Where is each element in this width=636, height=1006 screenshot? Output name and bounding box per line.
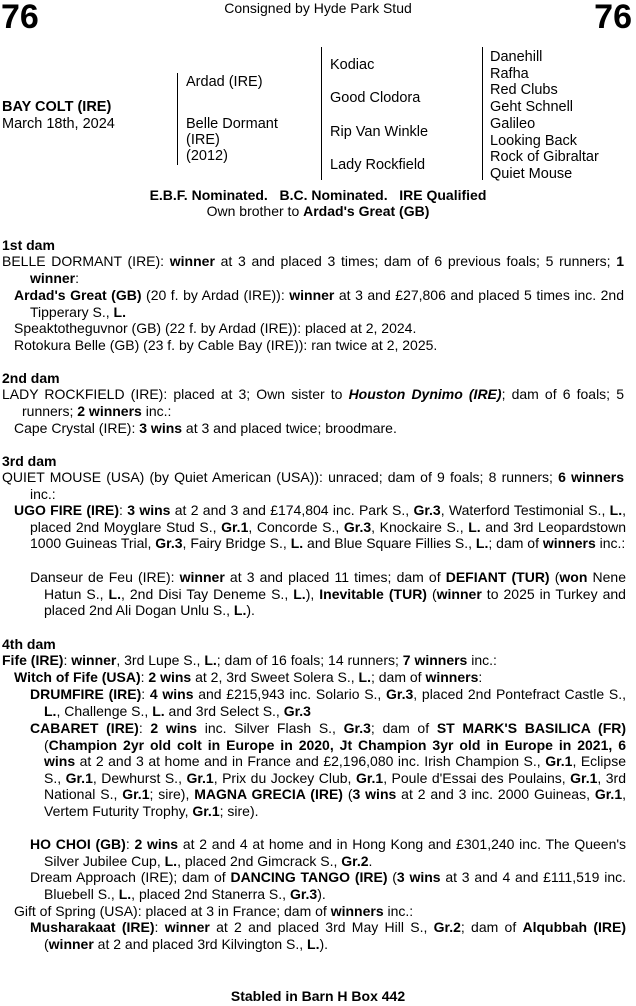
text-run: at 2 and 3 and £174,804 inc. Park S., xyxy=(170,502,414,518)
pedigree-line-2 xyxy=(321,47,322,180)
text-run: L. xyxy=(307,935,320,952)
text-run: L. xyxy=(44,702,57,719)
third-dam-produce-2 xyxy=(30,569,626,619)
pedigree-gen4-item: Red Clubs xyxy=(490,82,558,99)
text-run: inc.: xyxy=(595,535,626,551)
pedigree-line-1 xyxy=(177,73,178,165)
text-run: at 2 and 3 at home and in France and £2,196,080 inc. Irish Champion S., xyxy=(75,753,546,769)
text-run: Gr.3 xyxy=(386,686,414,702)
third-dam-summary xyxy=(2,469,624,502)
text-run: , placed 2nd Stanerra S., xyxy=(131,885,290,902)
text-run: Speaktotheguvnor (GB) (22 f. by Ardad (IRE)): placed at 2, 2024. xyxy=(14,320,417,336)
fourth-dam-produce-4 xyxy=(30,836,626,869)
text-run: at 3 and £27,806 and placed 5 times inc. 2nd Tipperary S., xyxy=(30,287,625,320)
text-run: inc.: xyxy=(383,903,414,919)
text-run: to 2025 in Turkey and placed 2nd Ali Dogan Unlu S., xyxy=(44,585,626,618)
text-run: ). xyxy=(317,885,326,902)
text-run: L. xyxy=(113,303,126,320)
lot-number-right: 76 xyxy=(594,0,632,36)
text-run: at 2, 3rd Sweet Solera S., xyxy=(191,669,359,685)
text-run: winners xyxy=(425,669,479,685)
text-run: and Blue Square Fillies S., xyxy=(303,535,476,551)
text-run: : xyxy=(141,686,150,702)
text-run: , Prix du Jockey Club, xyxy=(213,769,356,786)
text-run: MAGNA GRECIA (IRE) xyxy=(194,786,343,802)
text-run: , Challenge S., xyxy=(56,702,153,719)
text-run: ( xyxy=(44,935,49,952)
text-run: ( xyxy=(44,736,49,753)
text-run: winner xyxy=(179,569,225,585)
text-run: and 3rd Leopardstown 1000 Guineas Trial, xyxy=(30,518,626,551)
pedigree-sire-dam: Good Clodora xyxy=(330,90,421,106)
text-run: : xyxy=(154,919,165,935)
text-run: : xyxy=(119,502,128,518)
fourth-dam-produce-6 xyxy=(14,903,624,920)
text-run: Nene Hatun S., xyxy=(44,569,626,602)
text-run: winner xyxy=(71,652,117,668)
text-run: ; dam of xyxy=(488,535,543,551)
second-dam-produce-1 xyxy=(14,420,624,437)
text-run: 2 wins xyxy=(148,669,192,685)
text-run: Gr.3 xyxy=(413,502,441,518)
text-run: 2 winners xyxy=(77,402,142,419)
text-run: Gr.3 xyxy=(289,885,318,902)
first-dam-produce-3 xyxy=(14,337,624,354)
text-run: winner xyxy=(436,585,482,602)
text-run: Champion 2yr old colt in Europe in 2020, Jt Champion 3yr old in Europe in 2021, 6 wins xyxy=(44,736,626,769)
text-run: Gr.1 xyxy=(355,769,384,786)
text-run: (20 f. by Ardad (IRE)): xyxy=(141,287,290,303)
text-run: L. xyxy=(152,702,165,719)
text-run: Ardad's Great (GB) xyxy=(14,287,142,303)
text-run: inc. Silver Flash S., xyxy=(197,720,344,736)
text-run: : xyxy=(478,669,483,685)
first-dam-produce-2 xyxy=(14,320,624,337)
text-run: Gr.1 xyxy=(594,786,623,802)
text-run: Inevitable (TUR) xyxy=(319,585,427,602)
text-run: L. xyxy=(108,585,121,602)
first-dam-summary xyxy=(2,253,624,286)
text-run: HO CHOI (GB) xyxy=(30,836,126,852)
text-run: Gr.1 xyxy=(221,518,249,535)
text-run: ). xyxy=(246,602,255,618)
text-run: L. xyxy=(164,852,178,869)
pedigree-dam-line3: (2012) xyxy=(186,148,228,164)
text-run: Houston Dynimo (IRE) xyxy=(348,386,502,402)
text-run: L. xyxy=(118,885,132,902)
third-dam-produce-1 xyxy=(14,502,626,552)
text-run: L. xyxy=(290,535,304,551)
text-run: at 2 and placed 3rd Kilvington S., xyxy=(93,935,308,952)
lot-number-left: 76 xyxy=(1,0,39,36)
text-run: 3 wins xyxy=(139,420,183,436)
fourth-dam-summary xyxy=(2,652,624,669)
text-run: L. xyxy=(204,652,217,668)
text-run: , Dewhurst S., xyxy=(92,769,187,786)
text-run: , Concorde S., xyxy=(248,518,344,535)
text-run: Gr.3 xyxy=(343,518,372,535)
text-run: : xyxy=(63,652,72,668)
text-run: L. xyxy=(293,585,306,602)
own-brother xyxy=(0,203,636,220)
text-run: won xyxy=(559,569,588,585)
text-run: Gr.1 xyxy=(570,769,598,786)
text-run: : xyxy=(125,836,135,852)
text-run: 4 wins xyxy=(149,686,194,702)
text-run: Gift of Spring (USA): placed at 3 in France; dam of xyxy=(14,903,331,919)
third-dam-heading: 3rd dam xyxy=(2,453,57,469)
fourth-dam-produce-1 xyxy=(14,669,624,686)
text-run: L. xyxy=(468,518,481,535)
text-run: 6 winners xyxy=(558,469,624,485)
text-run: winner xyxy=(48,935,94,952)
first-dam-produce-1 xyxy=(14,287,624,320)
text-run: Gr.2 xyxy=(341,852,369,869)
pedigree-sire-sire: Kodiac xyxy=(330,57,375,73)
text-run: Gr.2 xyxy=(433,919,461,935)
pedigree-gen4-item: Rafha xyxy=(490,65,529,82)
text-run: and £215,943 inc. Solario S., xyxy=(193,686,387,702)
text-run: QUIET MOUSE (USA) (by Quiet American (USA)): unraced; dam of 9 foals; 8 runners; xyxy=(2,469,559,485)
text-run: , Eclipse S., xyxy=(44,753,626,786)
text-run: , placed 2nd Moyglare Stud S., xyxy=(30,502,626,535)
text-run: at 2 and 4 at home and in Hong Kong and £301,240 inc. The Queen's Silver Jubilee Cup, xyxy=(44,836,627,869)
pedigree-dam-sire: Rip Van Winkle xyxy=(330,124,429,140)
text-run: Rotokura Belle (GB) (23 f. by Cable Bay (IRE)): ran twice at 2, 2025. xyxy=(14,337,438,353)
text-run: Gr.1 xyxy=(65,769,93,786)
text-run: , 2nd Disi Tay Deneme S., xyxy=(120,585,294,602)
text-run: 2 wins xyxy=(134,836,179,852)
fourth-dam-heading: 4th dam xyxy=(2,636,56,652)
text-run: 3 wins xyxy=(127,502,171,518)
text-run: , placed 2nd Pontefract Castle S., xyxy=(413,686,626,702)
text-run: DANCING TANGO (IRE) xyxy=(230,869,388,885)
text-run: Gr.3 xyxy=(343,720,371,736)
text-run: winners xyxy=(330,903,384,919)
pedigree-dam-line2: (IRE) xyxy=(186,132,220,148)
text-run: Witch of Fife (USA) xyxy=(14,669,141,685)
text-run: ( xyxy=(426,585,437,602)
text-run: 3 wins xyxy=(396,869,441,885)
text-run: Danseur de Feu (IRE): xyxy=(30,569,180,585)
text-run: at 3 and placed 3 times; dam of 6 previous foals; 5 runners; xyxy=(214,253,617,269)
own-brother-prefix: Own brother to xyxy=(206,203,304,219)
text-run: : xyxy=(75,269,80,286)
text-run: Gr.1 xyxy=(545,753,573,769)
text-run: 3 wins xyxy=(352,786,397,802)
nominations: E.B.F. Nominated. B.C. Nominated. IRE Qualified xyxy=(149,187,487,203)
text-run: winner xyxy=(289,287,335,303)
text-run: L. xyxy=(609,502,623,518)
text-run: Musharakaat (IRE) xyxy=(30,919,155,935)
text-run: , Poule d'Essai des Poulains, xyxy=(383,769,571,786)
text-run: ( xyxy=(342,786,353,802)
text-run: Cape Crystal (IRE): xyxy=(14,420,140,436)
text-run: L. xyxy=(475,535,489,551)
text-run: , Vertem Futurity Trophy, xyxy=(44,786,626,819)
text-run: ; sire), xyxy=(149,786,195,802)
pedigree-gen4-item: Galileo xyxy=(490,115,536,132)
text-run: : xyxy=(140,669,149,685)
text-run: ; sire). xyxy=(219,802,259,819)
text-run: at 3 and placed 11 times; dam of xyxy=(224,569,446,585)
text-run: inc.: xyxy=(141,402,172,419)
horse-title: BAY COLT (IRE) xyxy=(2,99,112,115)
text-run: : xyxy=(138,720,151,736)
text-run: at 2 and 3 inc. 2000 Guineas, xyxy=(396,786,595,802)
own-brother-name: Ardad's Great (GB) xyxy=(303,203,430,219)
consignor: Consigned by Hyde Park Stud xyxy=(224,0,412,16)
text-run: 7 winners xyxy=(402,652,468,668)
text-run: winner xyxy=(164,919,210,935)
text-run: winners xyxy=(542,535,596,551)
stabled-location: Stabled in Barn H Box 442 xyxy=(230,988,406,1004)
text-run: inc.: xyxy=(467,652,497,668)
text-run: at 3 and placed twice; broodmare. xyxy=(182,420,397,436)
text-run: ; dam of xyxy=(370,669,426,685)
text-run: , 3rd National S., xyxy=(44,769,627,802)
text-run: ; dam of xyxy=(460,919,523,935)
horse-foaled: March 18th, 2024 xyxy=(2,116,115,132)
text-run: . xyxy=(368,852,373,869)
text-run: , placed 2nd Gimcrack S., xyxy=(177,852,342,869)
text-run: inc.: xyxy=(30,485,56,502)
text-run: 2 wins xyxy=(150,720,198,736)
pedigree-sire: Ardad (IRE) xyxy=(186,74,263,90)
text-run: winner xyxy=(169,253,215,269)
text-run: , Knockaire S., xyxy=(371,518,469,535)
fourth-dam-produce-7 xyxy=(30,919,626,952)
pedigree-gen4-item: Geht Schnell xyxy=(490,99,574,116)
text-run: and 3rd Select S., xyxy=(164,702,284,719)
text-run: at 3 and 4 and £111,519 inc. Bluebell S., xyxy=(44,869,626,902)
text-run: Gr.1 xyxy=(186,769,214,786)
text-run: ; dam of 16 foals; 14 runners; xyxy=(216,652,403,668)
text-run: , 3rd Lupe S., xyxy=(116,652,205,668)
text-run: ST MARK'S BASILICA (FR) xyxy=(436,720,627,736)
text-run: Gr.3 xyxy=(283,702,311,719)
text-run: Gr.1 xyxy=(192,802,220,819)
text-run: 1 winner xyxy=(30,253,625,286)
first-dam-heading: 1st dam xyxy=(2,237,55,253)
text-run: Fife (IRE) xyxy=(2,652,64,668)
text-run: ). xyxy=(319,935,329,952)
text-run: Dream Approach (IRE); dam of xyxy=(30,869,231,885)
text-run: ; dam of xyxy=(370,720,437,736)
text-run: at 2 and placed 3rd May Hill S., xyxy=(209,919,434,935)
text-run: , Fairy Bridge S., xyxy=(182,535,291,551)
text-run: BELLE DORMANT (IRE): xyxy=(2,253,170,269)
pedigree-dam-dam: Lady Rockfield xyxy=(330,157,426,173)
pedigree-dam xyxy=(186,116,278,164)
fourth-dam-produce-5 xyxy=(30,869,626,902)
text-run: L. xyxy=(358,669,371,685)
pedigree-gen4-item: Quiet Mouse xyxy=(490,165,573,182)
text-run: ; dam of 6 foals; 5 runners; xyxy=(22,386,624,419)
text-run: UGO FIRE (IRE) xyxy=(14,502,120,518)
second-dam-summary xyxy=(2,386,624,419)
text-run: DEFIANT (TUR) xyxy=(445,569,550,585)
text-run: ( xyxy=(387,869,397,885)
text-run: , Waterford Testimonial S., xyxy=(440,502,610,518)
fourth-dam-produce-2 xyxy=(30,686,626,719)
text-run: CABARET (IRE) xyxy=(30,720,139,736)
pedigree-gen4 xyxy=(490,49,599,183)
pedigree-dam-line1: Belle Dormant xyxy=(186,116,278,132)
text-run: LADY ROCKFIELD (IRE): placed at 3; Own sister to xyxy=(2,386,349,402)
second-dam-heading: 2nd dam xyxy=(2,370,60,386)
text-run: Alqubbah (IRE) xyxy=(522,919,626,935)
pedigree-gen4-item: Danehill xyxy=(490,49,543,65)
text-run: Gr.3 xyxy=(155,535,183,551)
pedigree-gen4-item: Rock of Gibraltar xyxy=(490,149,599,166)
pedigree-line-3 xyxy=(482,47,483,180)
text-run: L. xyxy=(233,602,247,618)
text-run: ), xyxy=(305,585,320,602)
pedigree-gen4-item: Looking Back xyxy=(490,132,578,149)
fourth-dam-produce-3 xyxy=(30,720,626,819)
text-run: ( xyxy=(549,569,560,585)
text-run: DRUMFIRE (IRE) xyxy=(30,686,142,702)
text-run: Gr.1 xyxy=(122,786,150,802)
